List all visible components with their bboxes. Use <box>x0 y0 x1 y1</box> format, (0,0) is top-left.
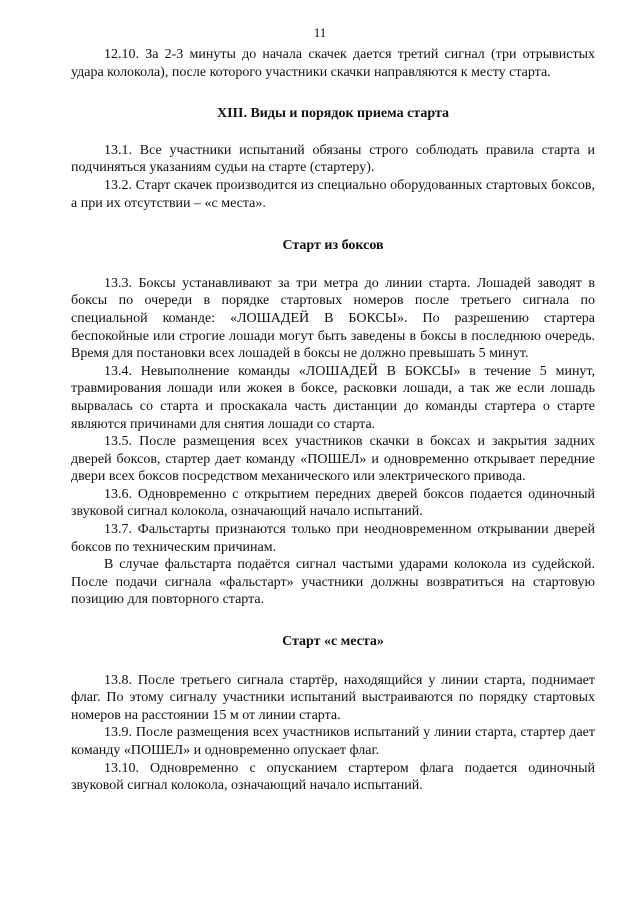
subheading-start-from-spot: Старт «с места» <box>282 634 384 650</box>
paragraph-13-3: 13.3. Боксы устанавливают за три метра до линии старта. Лошадей заводят в боксы по очереди в порядке стартовых номеров после третьего сигнала по специальной команде: «ЛОШАДЕЙ В БОКСЫ». По разрешению стартера беспокойные или строгие лошади могут быть заведены в боксы в последнюю очередь. Время для постановки всех лошадей в боксы не должно превышать 5 минут. <box>71 275 595 362</box>
paragraph-13-6: 13.6. Одновременно с открытием передних дверей боксов подается одиночный звуковой сигнал колокола, означающий начало испытаний. <box>71 486 595 520</box>
paragraph-13-10: 13.10. Одновременно с опусканием стартером флага подается одиночный звуковой сигнал колокола, означающий начало испытаний. <box>71 760 595 794</box>
document-body <box>71 46 595 795</box>
paragraph-12-10: 12.10. За 2-3 минуты до начала скачек дается третий сигнал (три отрывистых удара колокола), после которого участники скачки направляются к месту старта. <box>71 47 595 80</box>
page-number: 11 <box>313 25 327 40</box>
paragraph-13-2: 13.2. Старт скачек производится из специально оборудованных стартовых боксов, а при их отсутствии – «с места». <box>71 177 595 211</box>
paragraph-13-8: 13.8. После третьего сигнала стартёр, находящийся у линии старта, поднимает флаг. По этому сигналу участники испытаний выстраиваются по порядку стартовых номеров на расстоянии 15 м от линии старта. <box>71 672 595 723</box>
paragraph-13-4: 13.4. Невыполнение команды «ЛОШАДЕЙ В БОКСЫ» в течение 5 минут, травмирования лошади или жокея в боксе, расковки лошади, а так же если лошадь вырвалась со старта и проскакала часть дистанции до команды стартера о старте являются причинами для снятия лошади со старта. <box>71 363 595 432</box>
section-heading-13: XIII. Виды и порядок приема старта <box>217 106 449 122</box>
subheading-start-from-boxes: Старт из боксов <box>282 238 384 254</box>
paragraph-13-9: 13.9. После размещения всех участников испытаний у линии старта, стартер дает команду «ПОШЕЛ» и одновременно опускает флаг. <box>71 725 595 758</box>
paragraph-13-1: 13.1. Все участники испытаний обязаны строго соблюдать правила старта и подчиняться указаниям судьи на старте (стартеру). <box>71 142 595 176</box>
paragraph-13-7: 13.7. Фальстарты признаются только при неодновременном открывании дверей боксов по техническим причинам. <box>71 522 595 555</box>
paragraph-false-start: В случае фальстарта подаётся сигнал частыми ударами колокола из судейской. После подачи сигнала «фальстарт» участники должны возвратиться на стартовую позицию для повторного старта. <box>71 557 595 608</box>
paragraph-13-5: 13.5. После размещения всех участников скачки в боксах и закрытия задних дверей боксов, стартер дает команду «ПОШЕЛ» и одновременно открывает передние двери всех боксов посредством механического или электрического привода. <box>71 434 595 485</box>
